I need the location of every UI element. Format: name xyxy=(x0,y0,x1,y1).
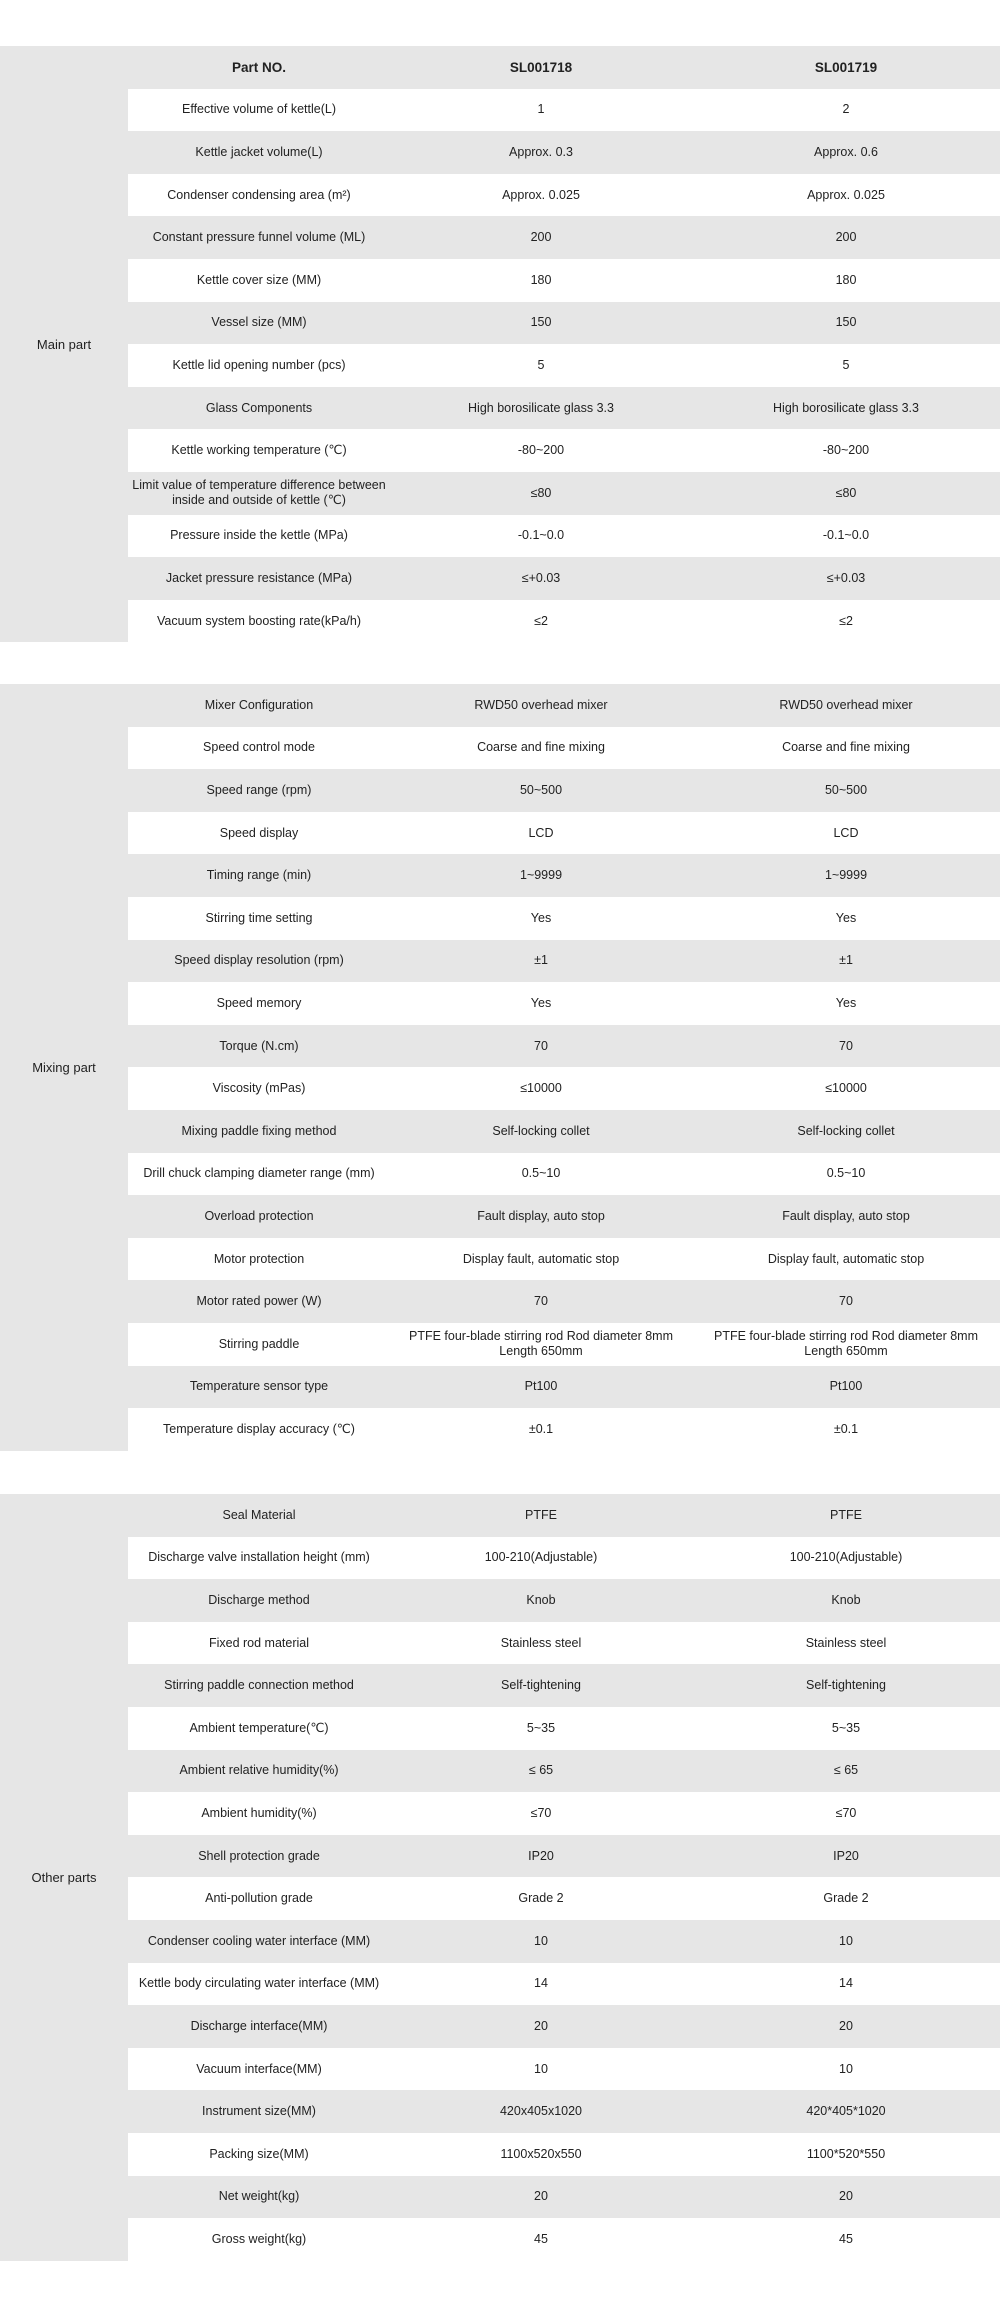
table-row xyxy=(128,216,1000,259)
spec-value-model-2: ≤10000 xyxy=(825,1081,867,1096)
table-row xyxy=(128,1835,1000,1878)
table-row xyxy=(128,1707,1000,1750)
table-row xyxy=(128,89,1000,132)
table-row xyxy=(128,2176,1000,2219)
spec-value-model-2: 1100*520*550 xyxy=(806,2146,886,2161)
spec-value-model-1: Pt100 xyxy=(524,1379,558,1394)
spec-value-model-1: -0.1~0.0 xyxy=(517,528,565,543)
spec-value-model-1: 70 xyxy=(534,1294,548,1309)
spec-value-model-2: Yes xyxy=(835,910,857,925)
spec-name: Stirring paddle connection method xyxy=(164,1678,354,1693)
spec-name: Effective volume of kettle(L) xyxy=(181,102,336,117)
spec-name: Pressure inside the kettle (MPa) xyxy=(170,528,348,543)
spec-value-model-1: Yes xyxy=(530,910,552,925)
table-row xyxy=(128,2005,1000,2048)
spec-name: Instrument size(MM) xyxy=(202,2104,316,2119)
table-row xyxy=(128,1792,1000,1835)
spec-value-model-1: ≤ 65 xyxy=(528,1763,554,1778)
header-part-no: Part NO. xyxy=(231,59,286,75)
spec-value-model-1: Approx. 0.3 xyxy=(509,144,573,159)
spec-value-model-1: Grade 2 xyxy=(518,1891,564,1906)
spec-value-model-1: ±1 xyxy=(534,953,548,968)
spec-value-model-2: 70 xyxy=(839,1038,853,1053)
table-row xyxy=(128,940,1000,983)
table-row xyxy=(128,557,1000,600)
table-row xyxy=(128,1664,1000,1707)
spec-value-model-2: LCD xyxy=(833,825,859,840)
table-row xyxy=(128,1025,1000,1068)
spec-value-model-1: 180 xyxy=(530,272,552,287)
table-row xyxy=(128,982,1000,1025)
spec-value-model-2: 150 xyxy=(835,315,857,330)
spec-name: Vessel size (MM) xyxy=(211,315,307,330)
spec-name: Ambient temperature(℃) xyxy=(189,1720,329,1735)
spec-value-model-1: ±0.1 xyxy=(528,1421,554,1436)
spec-value-model-1: 14 xyxy=(534,1976,548,1991)
spec-name: Kettle body circulating water interface (MM) xyxy=(138,1976,380,1991)
spec-value-model-1: Approx. 0.025 xyxy=(502,187,580,202)
spec-value-model-2: 180 xyxy=(835,272,857,287)
section-label: Mixing part xyxy=(0,684,128,1451)
spec-value-model-2: 20 xyxy=(839,2189,853,2204)
spec-name: Seal Material xyxy=(222,1507,296,1522)
spec-value-model-1: 70 xyxy=(534,1038,548,1053)
spec-name: Timing range (min) xyxy=(206,868,312,883)
spec-name: Stirring paddle xyxy=(218,1336,300,1351)
table-row xyxy=(128,2218,1000,2261)
spec-name: Shell protection grade xyxy=(198,1848,320,1863)
table-row xyxy=(128,600,1000,643)
section-label: Main part xyxy=(0,46,128,642)
spec-value-model-2: Knob xyxy=(831,1592,861,1607)
spec-name: Fixed rod material xyxy=(208,1635,310,1650)
spec-name: Ambient relative humidity(%) xyxy=(179,1763,339,1778)
table-row xyxy=(128,2090,1000,2133)
spec-value-model-1: 100-210(Adjustable) xyxy=(484,1550,598,1565)
spec-name: Vacuum interface(MM) xyxy=(196,2061,322,2076)
spec-name: Kettle working temperature (℃) xyxy=(171,443,347,458)
table-row xyxy=(128,1238,1000,1281)
spec-value-model-2: High borosilicate glass 3.3 xyxy=(773,400,919,415)
header-model-1: SL001718 xyxy=(509,59,573,75)
spec-value-model-2: ≤2 xyxy=(839,613,853,628)
spec-value-model-1: 1 xyxy=(537,102,545,117)
spec-value-model-2: 10 xyxy=(839,2061,853,2076)
table-row xyxy=(128,1280,1000,1323)
spec-value-model-2: 200 xyxy=(835,230,857,245)
spec-name: Speed range (rpm) xyxy=(206,782,312,797)
spec-value-model-1: Self-locking collet xyxy=(492,1123,590,1138)
spec-value-model-1: 0.5~10 xyxy=(521,1166,561,1181)
table-row xyxy=(128,897,1000,940)
spec-value-model-2: 45 xyxy=(839,2231,853,2246)
spec-name: Speed display resolution (rpm) xyxy=(174,953,344,968)
table-row xyxy=(128,1366,1000,1409)
table-row xyxy=(128,429,1000,472)
spec-name: Discharge valve installation height (mm) xyxy=(148,1550,370,1565)
spec-name: Viscosity (mPas) xyxy=(212,1081,306,1096)
spec-value-model-1: RWD50 overhead mixer xyxy=(474,697,608,712)
table-row xyxy=(128,1963,1000,2006)
spec-value-model-1: 10 xyxy=(534,2061,548,2076)
table-row xyxy=(128,344,1000,387)
spec-rows xyxy=(128,46,1000,642)
spec-name: Vacuum system boosting rate(kPa/h) xyxy=(156,613,362,628)
table-row xyxy=(128,812,1000,855)
spec-value-model-1: 150 xyxy=(530,315,552,330)
spec-name: Speed memory xyxy=(216,995,302,1010)
table-row xyxy=(128,769,1000,812)
spec-value-model-1: PTFE four-blade stirring rod Rod diameter 8mm Length 650mm xyxy=(409,1329,673,1359)
table-row xyxy=(128,1622,1000,1665)
spec-value-model-2: 70 xyxy=(839,1294,853,1309)
table-row xyxy=(128,1195,1000,1238)
spec-value-model-1: -80~200 xyxy=(517,443,565,458)
section-label: Other parts xyxy=(0,1494,128,2261)
spec-value-model-1: Coarse and fine mixing xyxy=(477,740,605,755)
spec-value-model-2: Stainless steel xyxy=(805,1635,887,1650)
table-row xyxy=(128,1408,1000,1451)
table-row xyxy=(128,302,1000,345)
spec-value-model-2: 0.5~10 xyxy=(826,1166,866,1181)
spec-name: Temperature display accuracy (℃) xyxy=(163,1421,355,1436)
spec-value-model-1: ≤10000 xyxy=(520,1081,562,1096)
spec-name: Discharge interface(MM) xyxy=(190,2018,328,2033)
spec-value-model-2: ≤80 xyxy=(835,485,857,500)
spec-name: Condenser cooling water interface (MM) xyxy=(147,1933,371,1948)
spec-value-model-1: Self-tightening xyxy=(501,1678,581,1693)
spec-value-model-1: 5 xyxy=(537,357,545,372)
spec-name: Kettle jacket volume(L) xyxy=(195,144,323,159)
spec-name: Overload protection xyxy=(204,1208,314,1223)
spec-name: Jacket pressure resistance (MPa) xyxy=(165,570,353,585)
spec-value-model-2: Self-locking collet xyxy=(797,1123,895,1138)
spec-value-model-1: Knob xyxy=(526,1592,556,1607)
spec-value-model-2: ≤70 xyxy=(835,1805,857,1820)
spec-value-model-1: 45 xyxy=(534,2231,548,2246)
spec-value-model-2: ±0.1 xyxy=(833,1421,859,1436)
spec-value-model-1: IP20 xyxy=(528,1848,554,1863)
spec-name: Mixer Configuration xyxy=(204,697,314,712)
spec-rows xyxy=(128,1494,1000,2261)
spec-name: Mixing paddle fixing method xyxy=(181,1123,337,1138)
spec-name: Gross weight(kg) xyxy=(211,2231,307,2246)
spec-value-model-1: 200 xyxy=(530,230,552,245)
spec-value-model-2: Approx. 0.025 xyxy=(807,187,885,202)
spec-name: Speed control mode xyxy=(203,740,315,755)
spec-value-model-2: 20 xyxy=(839,2018,853,2033)
spec-value-model-2: 2 xyxy=(842,102,850,117)
spec-value-model-2: 14 xyxy=(839,1976,853,1991)
table-row xyxy=(128,1877,1000,1920)
table-row xyxy=(128,1323,1000,1366)
spec-value-model-2: 1~9999 xyxy=(824,868,868,883)
spec-name: Drill chuck clamping diameter range (mm) xyxy=(143,1166,375,1181)
spec-value-model-2: Display fault, automatic stop xyxy=(767,1251,925,1266)
spec-value-model-2: ≤+0.03 xyxy=(826,570,866,585)
section-other-parts xyxy=(0,1494,1000,2261)
spec-value-model-2: -80~200 xyxy=(822,443,870,458)
spec-name: Packing size(MM) xyxy=(209,2146,309,2161)
table-row xyxy=(128,1920,1000,1963)
spec-value-model-2: Self-tightening xyxy=(806,1678,886,1693)
spec-value-model-2: IP20 xyxy=(833,1848,859,1863)
spec-name: Kettle lid opening number (pcs) xyxy=(172,357,346,372)
spec-value-model-1: 20 xyxy=(534,2189,548,2204)
spec-value-model-2: 5~35 xyxy=(831,1720,861,1735)
spec-value-model-2: Fault display, auto stop xyxy=(782,1208,910,1223)
spec-value-model-2: 100-210(Adjustable) xyxy=(789,1550,903,1565)
spec-value-model-1: Yes xyxy=(530,995,552,1010)
table-row xyxy=(128,387,1000,430)
spec-name: Stirring time setting xyxy=(205,910,313,925)
spec-value-model-2: ≤ 65 xyxy=(833,1763,859,1778)
spec-name: Constant pressure funnel volume (ML) xyxy=(152,230,366,245)
table-header-row xyxy=(128,46,1000,89)
spec-value-model-1: ≤80 xyxy=(530,485,552,500)
spec-name: Limit value of temperature difference between inside and outside of kettle (℃) xyxy=(132,478,386,508)
spec-value-model-1: 20 xyxy=(534,2018,548,2033)
section-main-part xyxy=(0,46,1000,642)
table-row xyxy=(128,174,1000,217)
section-mixing-part xyxy=(0,684,1000,1451)
spec-value-model-1: Fault display, auto stop xyxy=(477,1208,605,1223)
table-row xyxy=(128,1750,1000,1793)
header-model-2: SL001719 xyxy=(814,59,878,75)
spec-value-model-1: 420x405x1020 xyxy=(499,2104,583,2119)
spec-name: Discharge method xyxy=(208,1592,310,1607)
table-row xyxy=(128,727,1000,770)
spec-value-model-1: ≤70 xyxy=(530,1805,552,1820)
spec-value-model-2: Yes xyxy=(835,995,857,1010)
table-row xyxy=(128,515,1000,558)
spec-value-model-1: 50~500 xyxy=(519,782,563,797)
spec-value-model-1: 5~35 xyxy=(526,1720,556,1735)
spec-value-model-2: Approx. 0.6 xyxy=(814,144,878,159)
table-row xyxy=(128,1153,1000,1196)
table-row xyxy=(128,1494,1000,1537)
spec-value-model-2: Grade 2 xyxy=(823,1891,869,1906)
table-row xyxy=(128,2133,1000,2176)
table-row xyxy=(128,1579,1000,1622)
table-row xyxy=(128,1110,1000,1153)
spec-value-model-1: LCD xyxy=(528,825,554,840)
spec-value-model-2: Pt100 xyxy=(829,1379,863,1394)
spec-value-model-2: RWD50 overhead mixer xyxy=(779,697,913,712)
spec-name: Kettle cover size (MM) xyxy=(196,272,322,287)
table-row xyxy=(128,472,1000,515)
table-row xyxy=(128,1537,1000,1580)
spec-name: Speed display xyxy=(219,825,299,840)
spec-value-model-2: -0.1~0.0 xyxy=(822,528,870,543)
spec-value-model-1: 1100x520x550 xyxy=(500,2146,582,2161)
spec-name: Ambient humidity(%) xyxy=(201,1805,317,1820)
spec-value-model-1: 10 xyxy=(534,1933,548,1948)
spec-value-model-1: Stainless steel xyxy=(500,1635,582,1650)
spec-name: Torque (N.cm) xyxy=(219,1038,299,1053)
spec-value-model-2: 5 xyxy=(842,357,850,372)
spec-name: Net weight(kg) xyxy=(218,2189,300,2204)
table-row xyxy=(128,259,1000,302)
spec-name: Motor rated power (W) xyxy=(196,1294,322,1309)
spec-value-model-2: PTFE four-blade stirring rod Rod diameter 8mm Length 650mm xyxy=(714,1329,978,1359)
spec-name: Motor protection xyxy=(213,1251,305,1266)
spec-value-model-2: 50~500 xyxy=(824,782,868,797)
table-row xyxy=(128,2048,1000,2091)
spec-rows xyxy=(128,684,1000,1451)
spec-value-model-2: ±1 xyxy=(839,953,853,968)
spec-value-model-1: High borosilicate glass 3.3 xyxy=(468,400,614,415)
spec-value-model-1: ≤2 xyxy=(534,613,548,628)
spec-name: Temperature sensor type xyxy=(189,1379,329,1394)
spec-name: Anti-pollution grade xyxy=(205,1891,313,1906)
table-row xyxy=(128,1067,1000,1110)
spec-value-model-1: ≤+0.03 xyxy=(521,570,561,585)
spec-name: Condenser condensing area (m²) xyxy=(167,187,351,202)
spec-value-model-1: PTFE xyxy=(525,1507,557,1522)
spec-value-model-2: Coarse and fine mixing xyxy=(782,740,910,755)
spec-value-model-1: Display fault, automatic stop xyxy=(462,1251,620,1266)
spec-value-model-1: 1~9999 xyxy=(519,868,563,883)
table-row xyxy=(128,131,1000,174)
table-row xyxy=(128,854,1000,897)
spec-value-model-2: 10 xyxy=(839,1933,853,1948)
table-row xyxy=(128,684,1000,727)
spec-value-model-2: PTFE xyxy=(830,1507,862,1522)
spec-value-model-2: 420*405*1020 xyxy=(806,2104,886,2119)
spec-name: Glass Components xyxy=(205,400,313,415)
